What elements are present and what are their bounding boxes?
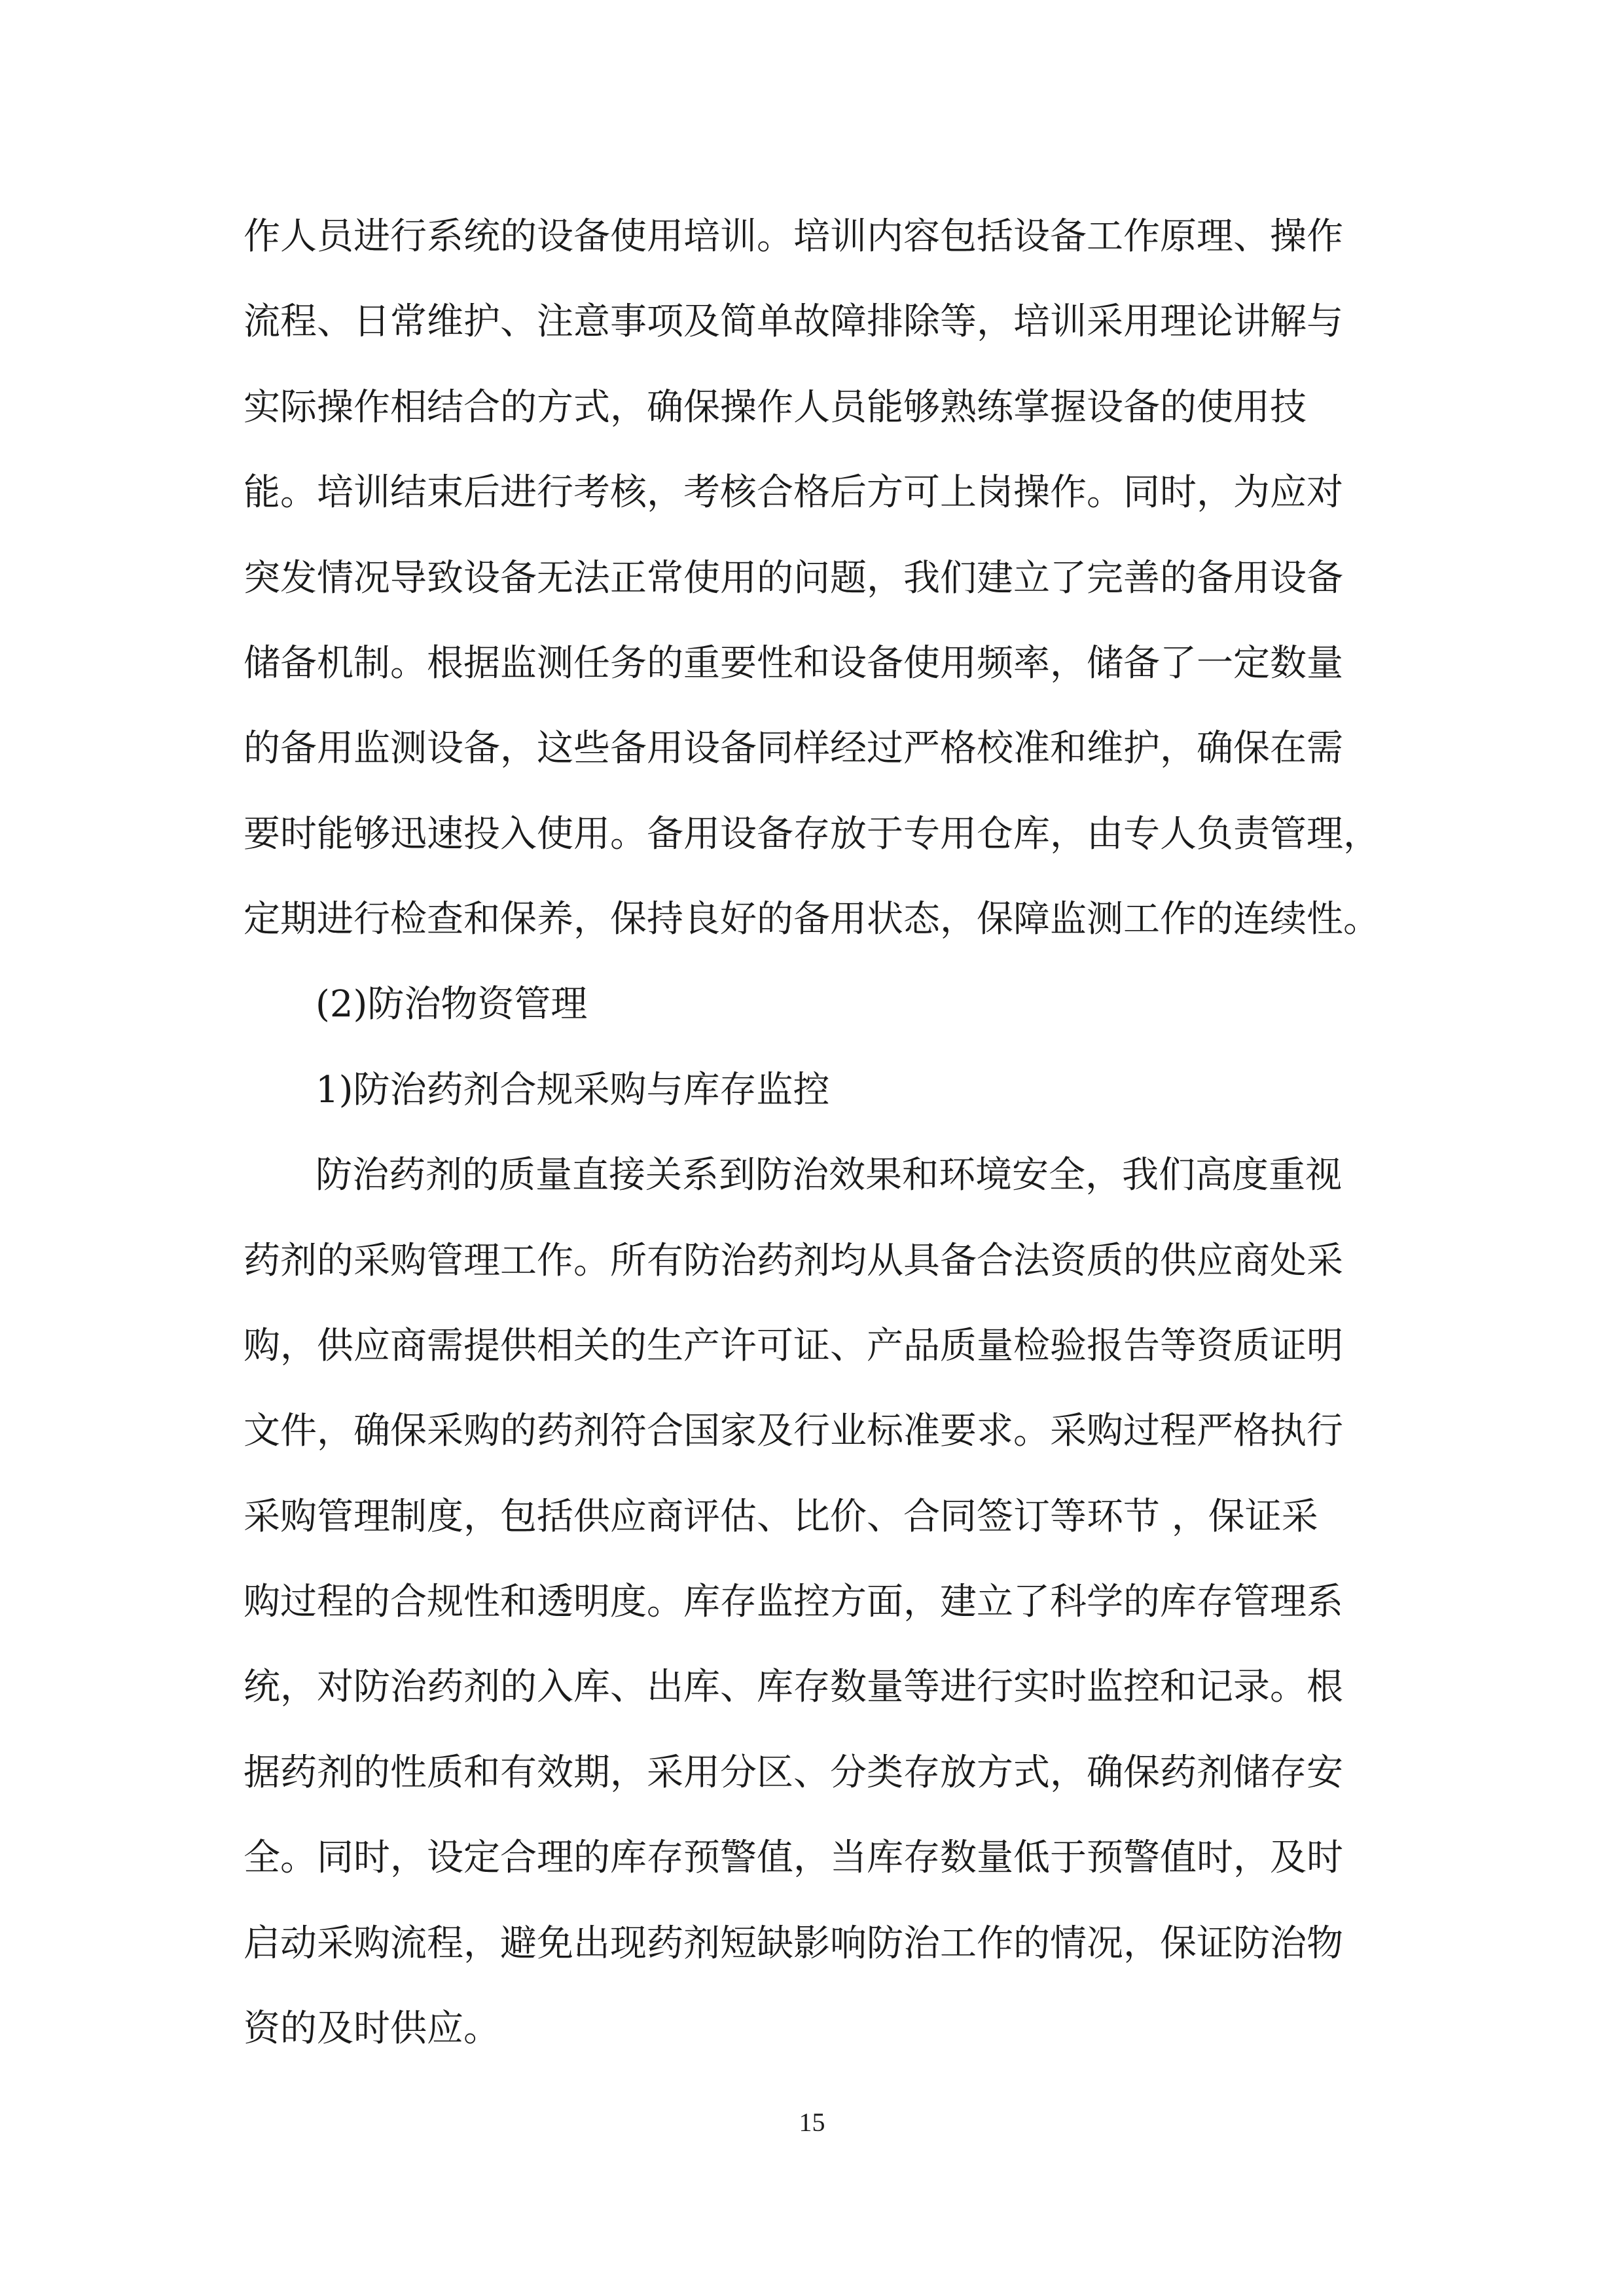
paragraph-2-line: 防治药剂的质量直接关系到防治效果和环境安全，我们高度重视 [316,1154,1342,1196]
paragraph-2-line: 资的及时供应。 [244,2007,500,2050]
paragraph-1-line: 流程、日常维护、注意事项及简单故障排除等，培训采用理论讲解与 [244,300,1343,343]
paragraph-1-line: 要时能够迅速投入使用。备用设备存放于专用仓库，由专人负责管理， [244,813,1380,855]
subsection-heading: 1)防治药剂合规采购与库存监控 [316,1069,830,1111]
paragraph-2-line: 据药剂的性质和有效期，采用分区、分类存放方式，确保药剂储存安 [244,1751,1343,1794]
paragraph-1-line: 的备用监测设备，这些备用设备同样经过严格校准和维护，确保在需 [244,727,1343,770]
page-number: 15 [799,2108,825,2137]
paragraph-1-line: 能。培训结束后进行考核，考核合格后方可上岗操作。同时，为应对 [244,471,1343,514]
paragraph-2-line: 文件，确保采购的药剂符合国家及行业标准要求。采购过程严格执行 [244,1410,1343,1452]
paragraph-2-line: 全。同时，设定合理的库存预警值，当库存数量低于预警值时，及时 [244,1837,1343,1879]
paragraph-2-line: 启动采购流程，避免出现药剂短缺影响防治工作的情况，保证防治物 [244,1922,1343,1965]
paragraph-2-line: 药剂的采购管理工作。所有防治药剂均从具备合法资质的供应商处采 [244,1240,1343,1282]
paragraph-2-line: 购，供应商需提供相关的生产许可证、产品质量检验报告等资质证明 [244,1325,1343,1367]
section-heading: (2)防治物资管理 [316,983,588,1026]
paragraph-1-line: 定期进行检查和保养，保持良好的备用状态，保障监测工作的连续性。 [244,898,1380,941]
paragraph-2-line: 购过程的合规性和透明度。库存监控方面，建立了科学的库存管理系 [244,1581,1343,1623]
paragraph-1-line: 实际操作相结合的方式，确保操作人员能够熟练掌握设备的使用技 [244,386,1307,429]
paragraph-1-line: 突发情况导致设备无法正常使用的问题，我们建立了完善的备用设备 [244,557,1343,600]
paragraph-2-line: 采购管理制度，包括供应商评估、比价、合同签订等环节 ，保证采 [244,1496,1318,1538]
paragraph-1-line: 储备机制。根据监测任务的重要性和设备使用频率，储备了一定数量 [244,642,1343,685]
paragraph-2-line: 统，对防治药剂的入库、出库、库存数量等进行实时监控和记录。根 [244,1666,1343,1708]
paragraph-1-line: 作人员进行系统的设备使用培训。培训内容包括设备工作原理、操作 [244,215,1343,258]
